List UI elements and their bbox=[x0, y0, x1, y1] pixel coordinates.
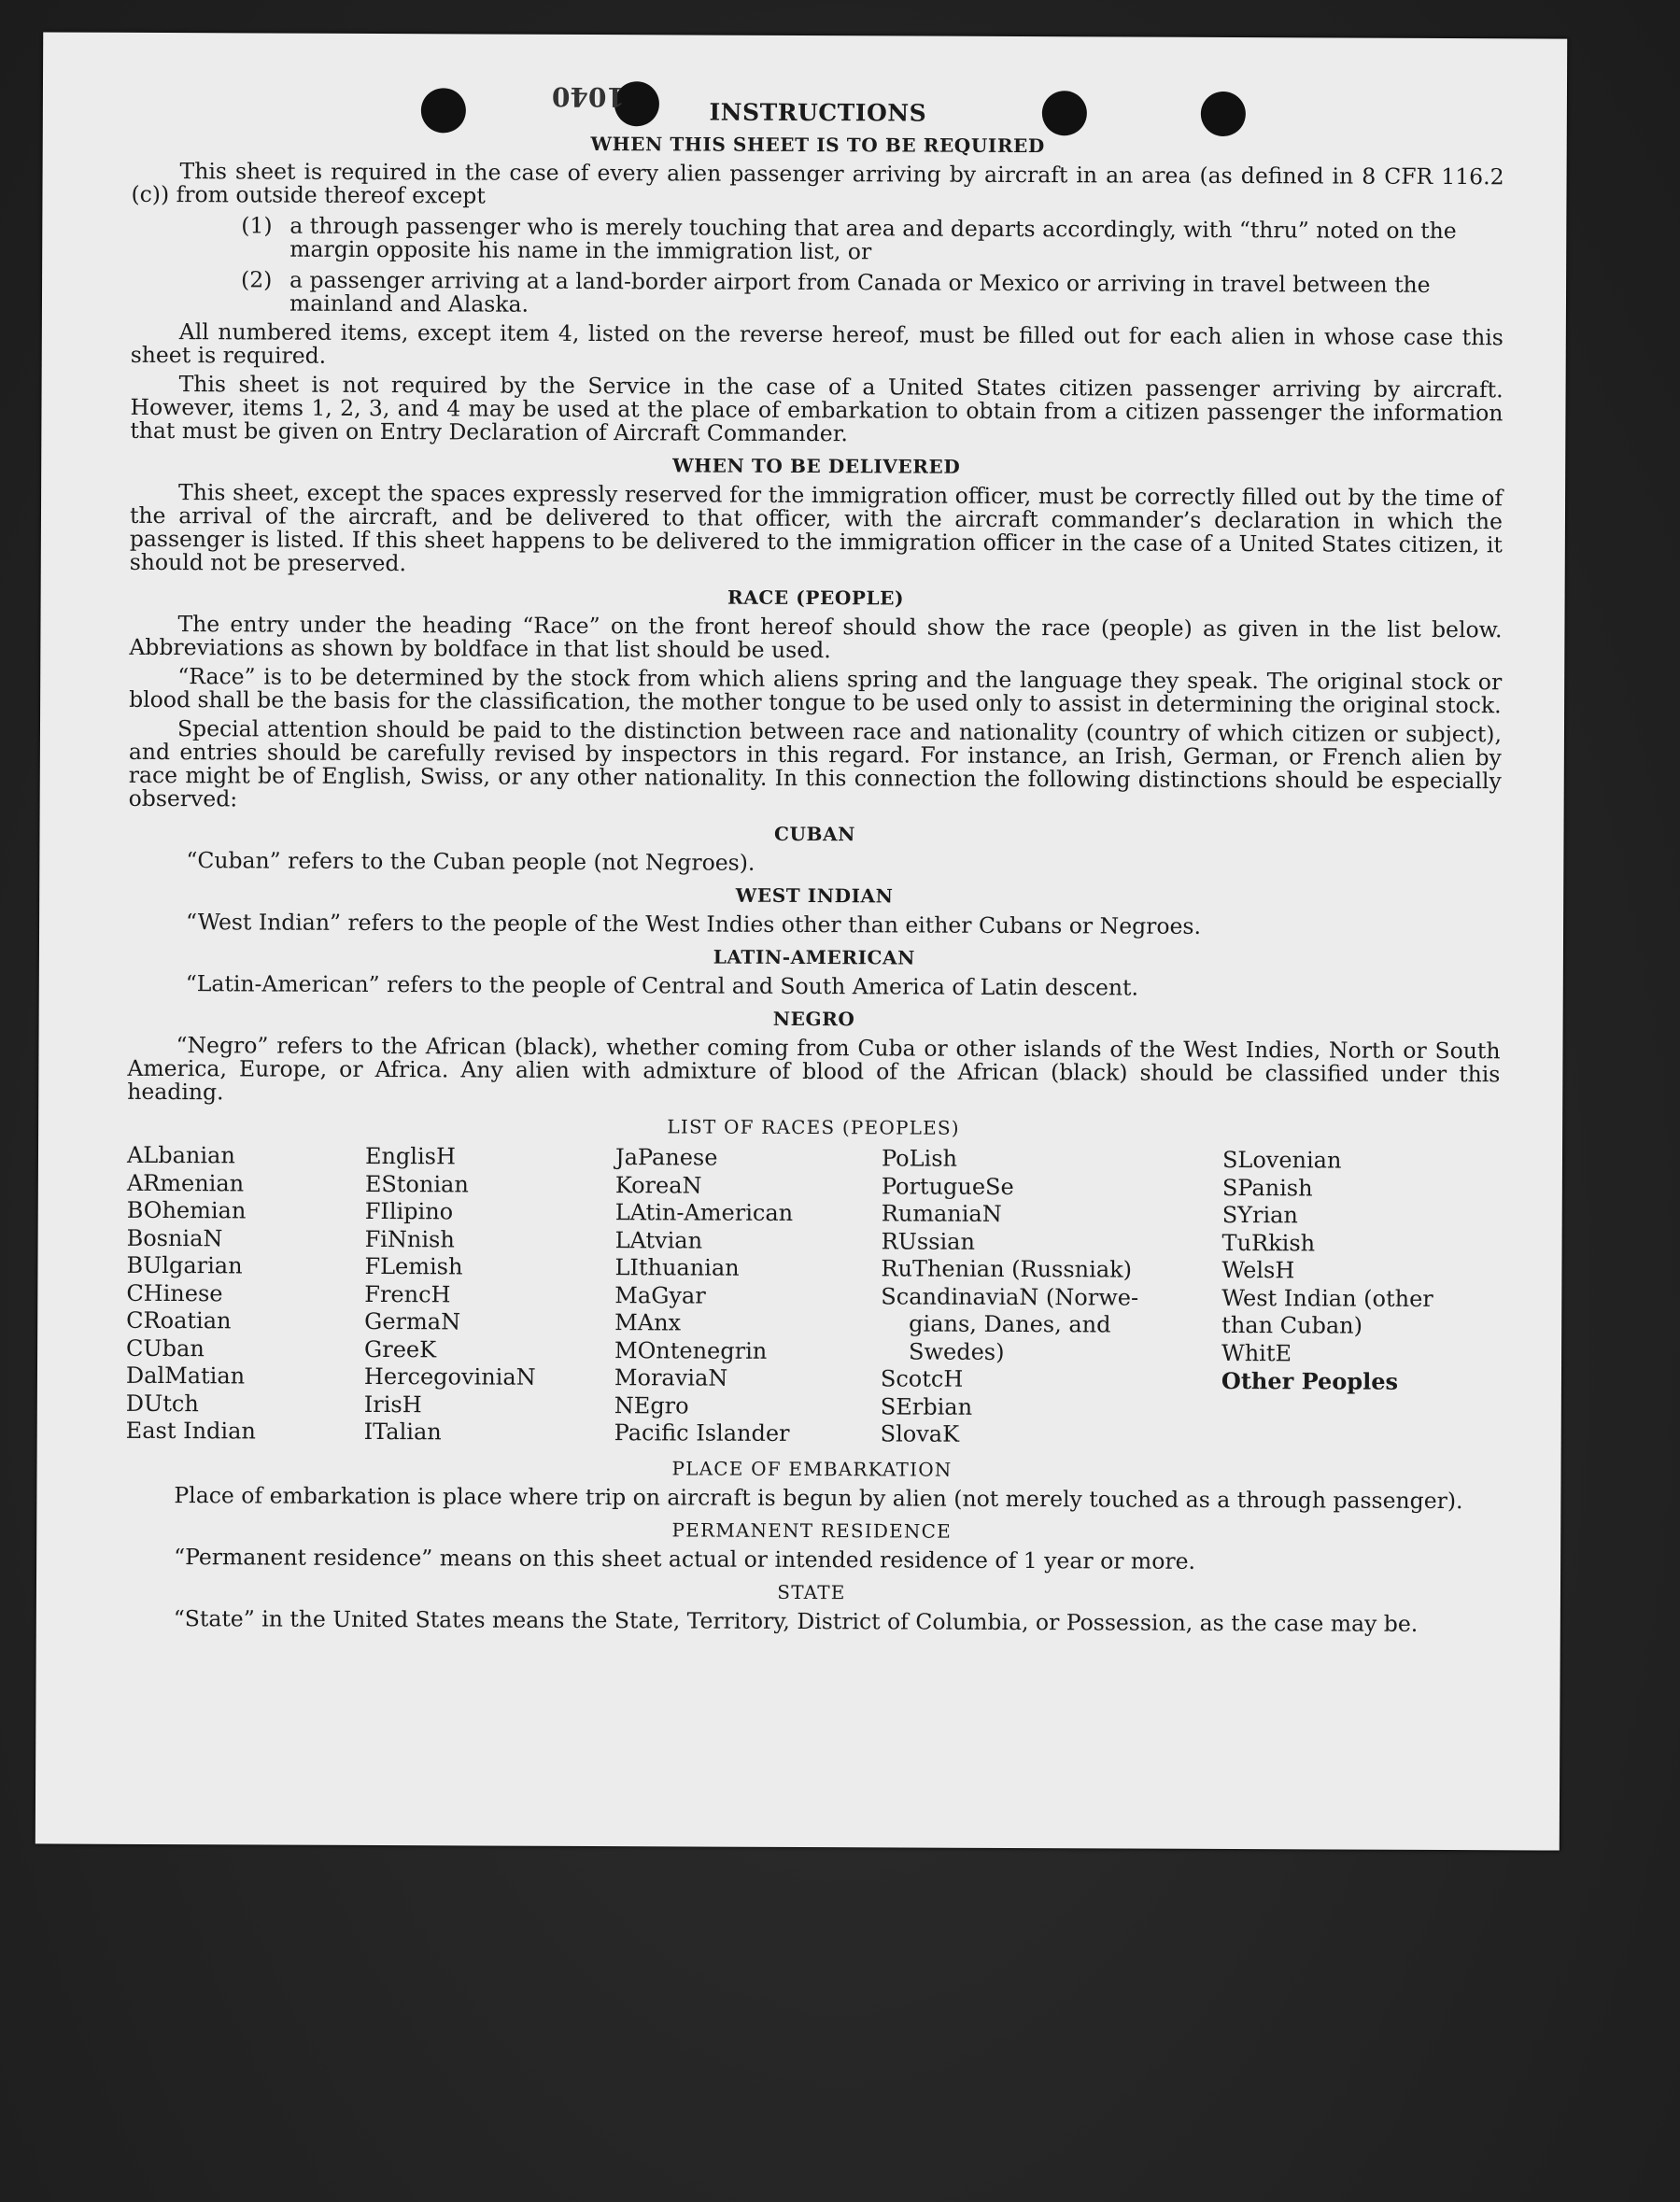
paragraph: Place of embarkation is place where trip on aircraft is begun by alien (not merely touched as a through passenger). bbox=[174, 1481, 1463, 1514]
definition: “Negro” refers to the African (black), whether coming from Cuba or other islands of the West Indies, North or South America, Europe, or Africa. Any alien with admixture of blood of the African (black) should be classified under this heading. bbox=[127, 1032, 1501, 1106]
paragraph: This sheet, except the spaces expressly reserved for the immigration officer, must be correctly filled out by the time of the arrival of the aircraft, and be delivered to that officer, with the aircraft commander’s declaration in which the passenger is listed. If this sheet happens to be delivered to the immigration officer in the case of a United States citizen, it should not be preserved. bbox=[129, 479, 1504, 577]
race-entry: ScandinaviaN (Norwe- bbox=[881, 1282, 1139, 1311]
paragraph: This sheet is required in the case of every alien passenger arriving by aircraft in an area (as defined in 8 CFR 116.2 (c)) from outside thereof except bbox=[131, 158, 1504, 209]
race-entry: gians, Danes, and bbox=[909, 1310, 1111, 1338]
race-entry: East Indian bbox=[125, 1417, 256, 1445]
race-entry: DalMatian bbox=[125, 1362, 246, 1390]
race-entry: EStonian bbox=[364, 1170, 469, 1197]
race-entry: BosniaN bbox=[126, 1224, 223, 1251]
race-entry: LIthuanian bbox=[614, 1254, 740, 1281]
race-entry: HercegoviniaN bbox=[363, 1362, 536, 1390]
race-entry: PoLish bbox=[881, 1145, 958, 1172]
paragraph: Special attention should be paid to the distinction between race and nationality (country of which citizen or subject), and entries should be carefully revised by inspectors in this regard. For instance, an Irish, German, or French alien by race might be of English, Swiss, or any other nationality. In this connection the following distinctions should be especially observed: bbox=[128, 715, 1503, 812]
paragraph: This sheet is not required by the Service in the case of a United States citizen passenger arriving by aircraft. However, items 1, 2, 3, and 4 may be used at the place of embarkation to obtain from a citizen passenger the information that must be given on Entry Declaration of Aircraft Commander. bbox=[130, 371, 1504, 447]
race-entry: ALbanian bbox=[126, 1141, 235, 1169]
race-entry: FIlipino bbox=[364, 1197, 454, 1225]
section-heading: RACE (PEOPLE) bbox=[727, 586, 905, 610]
race-entry: IrisH bbox=[363, 1390, 422, 1418]
race-entry: Swedes) bbox=[909, 1338, 1005, 1365]
race-entry: GermaN bbox=[364, 1307, 461, 1335]
race-entry: RUssian bbox=[881, 1227, 976, 1255]
race-entry: SPanish bbox=[1221, 1174, 1313, 1201]
race-entry: BUlgarian bbox=[126, 1251, 243, 1279]
list-item bbox=[131, 268, 1504, 320]
item-text: a passenger arriving at a land-border airport from Canada or Mexico or arriving in travel between the mainland and Alaska. bbox=[289, 266, 1431, 318]
race-entry: SYrian bbox=[1221, 1201, 1298, 1229]
race-entry: SlovaK bbox=[880, 1420, 960, 1447]
list-item bbox=[131, 214, 1504, 266]
section-heading: PERMANENT RESIDENCE bbox=[671, 1517, 953, 1543]
race-entry: RumaniaN bbox=[881, 1200, 1002, 1227]
race-entry: BOhemian bbox=[126, 1196, 247, 1224]
definition: “Cuban” refers to the Cuban people (not Negroes). bbox=[186, 847, 755, 876]
race-entry: ITalian bbox=[363, 1418, 442, 1446]
race-entry: FiNnish bbox=[364, 1225, 455, 1252]
race-entry: FLemish bbox=[364, 1252, 463, 1280]
race-entry: RuThenian (Russniak) bbox=[881, 1255, 1133, 1283]
item-text: a through passenger who is merely touching that area and departs accordingly, with “thru” noted on the margin opposite his name in the immigration list, or bbox=[289, 212, 1457, 265]
race-entry: MaGyar bbox=[614, 1281, 706, 1309]
item-number: (1) bbox=[241, 212, 273, 239]
race-entry: CUban bbox=[126, 1334, 205, 1362]
races-heading: LIST OF RACES (PEOPLES) bbox=[667, 1115, 960, 1139]
race-column bbox=[1221, 1147, 1461, 1451]
race-entry: CHinese bbox=[126, 1279, 223, 1306]
subsection-heading: NEGRO bbox=[772, 1007, 855, 1031]
race-column bbox=[364, 1143, 615, 1447]
inverted-stamp: 1040 bbox=[551, 80, 625, 113]
document-title: INSTRUCTIONS bbox=[709, 98, 927, 127]
section-heading: WHEN TO BE DELIVERED bbox=[672, 454, 961, 478]
race-entry: ScotcH bbox=[880, 1365, 964, 1392]
race-entry: LAtvian bbox=[614, 1226, 703, 1254]
race-entry: CRoatian bbox=[126, 1306, 232, 1334]
race-entry: Pacific Islander bbox=[614, 1419, 790, 1447]
race-entry: TuRkish bbox=[1221, 1229, 1316, 1256]
subsection-heading: LATIN-AMERICAN bbox=[713, 945, 916, 969]
race-entry: MOntenegrin bbox=[614, 1336, 768, 1364]
race-entry: West Indian (other than Cuban) bbox=[1221, 1284, 1433, 1339]
race-entry: KoreaN bbox=[614, 1171, 702, 1199]
race-entry: FrencH bbox=[364, 1280, 451, 1307]
definition: “Latin-American” refers to the people of Central and South America of Latin descent. bbox=[185, 970, 1139, 1001]
race-entry: DUtch bbox=[125, 1390, 199, 1417]
instruction-sheet bbox=[35, 32, 1567, 1850]
race-entry: ARmenian bbox=[126, 1169, 245, 1196]
race-entry: WelsH bbox=[1221, 1256, 1295, 1284]
paragraph: All numbered items, except item 4, listed on the reverse hereof, must be filled out for each alien in whose case this sheet is required. bbox=[130, 318, 1504, 369]
race-entry: MAnx bbox=[614, 1309, 682, 1336]
race-entry: LAtin-American bbox=[614, 1199, 794, 1226]
paragraph: “State” in the United States means the State, Territory, District of Columbia, or Possession, as the case may be. bbox=[173, 1604, 1419, 1637]
paragraph: The entry under the heading “Race” on the front hereof should show the race (people) as given in the list below. Abbreviations as shown by boldface in that list should be used. bbox=[129, 611, 1503, 664]
item-number: (2) bbox=[241, 266, 273, 293]
section-heading: PLACE OF EMBARKATION bbox=[671, 1456, 953, 1481]
paragraph: “Race” is to be determined by the stock from which aliens spring and the language they speak. The original stock or blood shall be the basis for the classification, the mother tongue to be used only to assist in determining the original stock. bbox=[129, 663, 1503, 719]
race-entry: GreeK bbox=[364, 1335, 437, 1362]
definition: “West Indian” refers to the people of the West Indies other than either Cubans or Negroes. bbox=[186, 909, 1202, 939]
races-list bbox=[126, 1142, 1500, 1451]
section-heading: STATE bbox=[777, 1580, 846, 1603]
race-entry: EnglisH bbox=[364, 1142, 456, 1170]
subsection-heading: WEST INDIAN bbox=[735, 883, 894, 908]
race-entry: Other Peoples bbox=[1221, 1366, 1399, 1395]
race-entry: PortugueSe bbox=[881, 1172, 1014, 1200]
race-column bbox=[126, 1142, 365, 1447]
race-entry: NEgro bbox=[614, 1391, 689, 1419]
section-heading: WHEN THIS SHEET IS TO BE REQUIRED bbox=[590, 133, 1045, 158]
document-body bbox=[125, 98, 1504, 1642]
race-column bbox=[881, 1145, 1222, 1449]
race-entry: SErbian bbox=[880, 1392, 973, 1420]
subsection-heading: CUBAN bbox=[773, 822, 856, 846]
race-entry: SLovenian bbox=[1221, 1146, 1342, 1174]
race-entry: MoraviaN bbox=[614, 1364, 728, 1391]
race-entry: JaPanese bbox=[614, 1144, 718, 1171]
race-column bbox=[614, 1144, 882, 1448]
paragraph: “Permanent residence” means on this sheet actual or intended residence of 1 year or more. bbox=[174, 1543, 1196, 1574]
race-entry: WhitE bbox=[1221, 1339, 1292, 1366]
